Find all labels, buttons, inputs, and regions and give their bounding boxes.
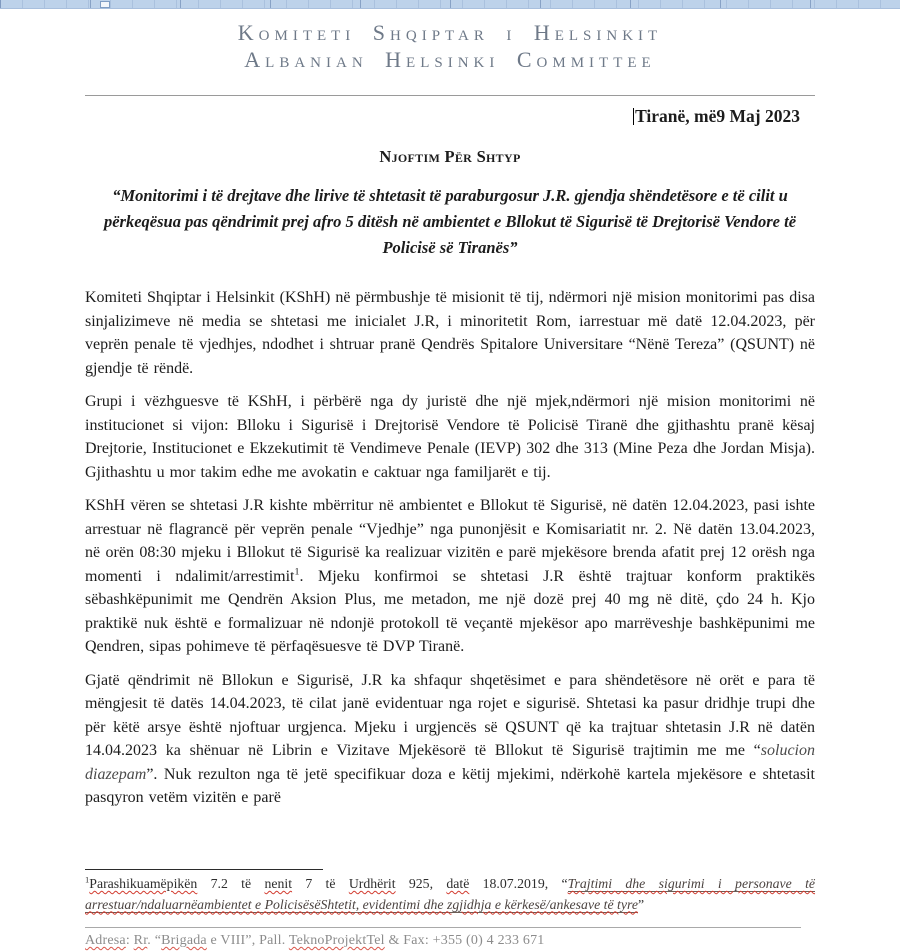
subtitle-quote[interactable]: “Monitorimi i të drejtave dhe lirive të shtetasit të paraburgosur J.R. gjendja shëndetësore e të cilit u përkeqësua pas qëndrimit prej afro 5 ditësh në ambientet e Bllokut të Sigurisë të Drejtorisë Vendore të Policisë së Tiranës” — [103, 186, 797, 257]
horizontal-ruler[interactable] — [0, 0, 900, 9]
org-name-english: Albanian Helsinki Committee — [244, 47, 656, 72]
footer-divider-line — [85, 927, 801, 928]
footer-address[interactable]: Adresa: Rr. “Brigada e VIII”, Pall. TeknoProjektTel & Fax: +355 (0) 4 233 671 — [85, 933, 545, 948]
dateline[interactable] — [85, 106, 800, 127]
body-paragraph-4[interactable]: Gjatë qëndrimit në Bllokun e Sigurisë, J.R ka shfaqur shqetësimet e para shëndetësore në orët e para të mëngjesit të datës 14.04.2023, të cilat janë evidentuar nga rojet e sigurisë. Shtetasi ka pasur dridhje trupi dhe për këtë arsye është njoftuar urgjenca. Mjeku i urgjencës së QSUNT që ka trajtuar shtetasin J.R në datën 14.04.2023 ka shënuar në Librin e Vizitave Mjekësorë të Bllokut të Sigurisë trajtimin me me “solucion diazepam”. Nuk rezulton nga të jetë specifikuar doza e këtij mjekimi, ndërkohë kartela mjekësore e shtetasit pasqyron vetëm vizitën e parë — [85, 671, 815, 806]
press-release-title[interactable]: Njoftim Për Shtyp — [379, 147, 521, 166]
document-body[interactable] — [85, 286, 815, 820]
body-paragraph-2[interactable]: Grupi i vëzhguesve të KShH, i përbërë nga dy juristë dhe një mjek,ndërmori një mision monitorimi në institucionet si vijon: Blloku i Sigurisë i Drejtorisë Vendore të Policisë Tiranë dhe gjithashtu pranë kësaj Drejtorie, Institucionet e Ekzekutimit të Vendimeve Penale (IEVP) 302 dhe 313 (Mine Peza dhe Jordan Misja). Gjithashtu u mor takim edhe me avokatin e caktuar nga familjarët e tij. — [85, 393, 815, 481]
org-name-albanian: Komiteti Shqiptar i Helsinkit — [237, 20, 663, 45]
body-paragraph-1[interactable]: Komiteti Shqiptar i Helsinkit (KShH) në përmbushje të misionit të tij, ndërmori një mision monitorimi pas disa sinjalizimeve në media se shtetasi me inicialet J.R, i minoritetit Rom, iarrestuar më datë 12.04.2023, për veprën penale të vjedhjes, ndodhet i shtruar pranë Qendrës Spitalore Universitare “Nënë Tereza” (QSUNT) në gjendje të rëndë. — [85, 289, 815, 377]
footnote-text: Parashikuamëpikën 7.2 të nenit 7 të Urdhërit 925, datë 18.07.2019, “Trajtimi dhe sigurimi i personave të arrestuar/ndaluarnëambientet e PolicisësëShtetit, evidentimi dhe zgjidhja e kërkesë/ankesave të tyre” — [85, 876, 816, 912]
text-cursor — [633, 108, 634, 125]
organization-header[interactable] — [0, 19, 900, 73]
dateline-text: Tiranë, më9 Maj 2023 — [635, 106, 800, 126]
footnote-separator — [85, 869, 323, 870]
footnote[interactable] — [85, 874, 815, 915]
ruler-indent-marker[interactable] — [100, 1, 110, 8]
body-paragraph-3[interactable]: KShH vëren se shtetasi J.R kishte mbërritur në ambientet e Bllokut të Sigurisë, në datën 12.04.2023, pasi ishte arrestuar në flagrancë për veprën penale “Vjedhje” nga punonjësit e Komisariatit nr. 2. Në datën 13.04.2023, në orën 08:30 mjeku i Bllokut të Sigurisë ka realizuar vizitën e parë mjekësore brenda afatit prej 12 orësh nga momenti i ndalimit/arrestimit$^1$. Mjeku konfirmoi se shtetasi J.R është trajtuar konform praktikës sëbashkëpunimit me Qendrën Aksion Plus, me metadon, me një dozë prej 40 mg në ditë, çdo 24 h. Kjo praktikë nuk është e formalizuar në ndonjë protokoll të veçantë mjekësor apo marrëveshje bashkëpunimi me Qendren, sipas pohimeve të përfaqësuesve të DVP Tiranë. — [85, 497, 815, 655]
header-divider-line — [85, 95, 815, 96]
footnote-marker: 1 — [85, 874, 90, 885]
